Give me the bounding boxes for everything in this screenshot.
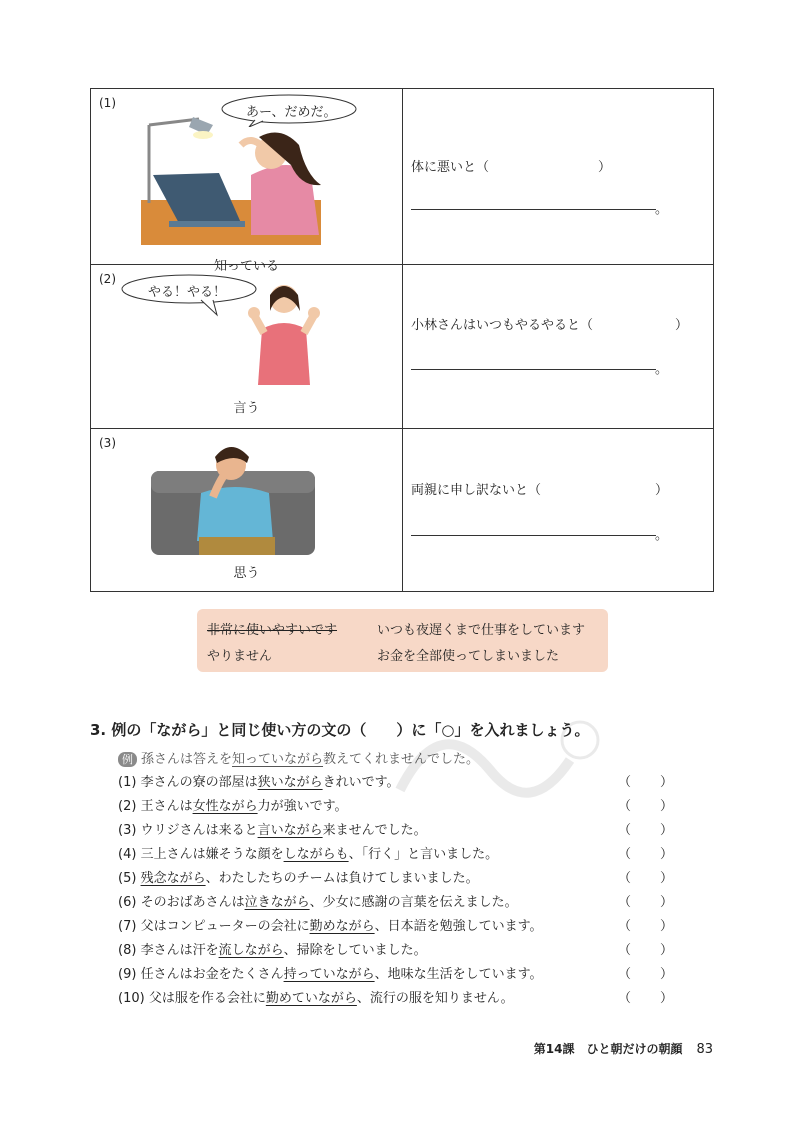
bracket-open: （ [618, 823, 632, 838]
question-item [118, 987, 678, 1007]
question-item [118, 795, 678, 815]
question-underlined: 女性ながら [192, 799, 258, 814]
question-post: 来ませんでした。 [322, 823, 427, 838]
example-post: 教えてくれませんでした。 [323, 752, 480, 767]
exercise-picture-cell [91, 89, 403, 274]
exercise-picture-cell [91, 428, 403, 591]
question-pre: 父はコンピューターの会社に [140, 919, 310, 934]
section-title: 3. 例の「ながら」と同じ使い方の文の（ ）に「○」を入れましょう。 [90, 721, 590, 739]
speech-text: あー、だめだ。 [246, 105, 337, 120]
bracket-open: （ [618, 799, 632, 814]
question-pre: 任さんはお金をたくさん [140, 967, 284, 982]
exercise-table [90, 88, 714, 592]
answer-bracket[interactable] [618, 939, 674, 958]
bracket-close: ） [660, 775, 674, 790]
question-underlined: 勤めていながら [265, 991, 357, 1006]
answer-bracket[interactable] [618, 891, 674, 910]
question-pre: ウリジさんは来ると [140, 823, 258, 838]
exercise-picture-cell [91, 265, 403, 428]
verb-caption: 思う [233, 565, 260, 581]
bracket-open: （ [618, 991, 632, 1006]
question-item [118, 891, 678, 911]
bracket-close: ） [660, 895, 674, 910]
exercise-number: (3) [99, 435, 116, 450]
answer-bracket[interactable] [618, 795, 674, 814]
bracket-open: （ [618, 943, 632, 958]
answer-bracket[interactable] [618, 915, 674, 934]
bracket-close: ） [660, 943, 674, 958]
bracket-open: （ [618, 919, 632, 934]
question-number: (5) [118, 871, 137, 886]
question-pre: 三上さんは嫌そうな顔を [140, 847, 284, 862]
period: 。 [655, 362, 669, 378]
question-pre: 王さんは [140, 799, 193, 814]
remorseful-man-illustration [151, 437, 315, 555]
question-item [118, 867, 678, 887]
bracket-open: （ [618, 871, 632, 886]
question-number: (2) [118, 799, 137, 814]
bracket-close: ） [660, 799, 674, 814]
prompt-suffix: ） [675, 318, 689, 334]
answer-bracket[interactable] [618, 963, 674, 982]
question-underlined: 持っていながら [283, 967, 375, 982]
period: 。 [655, 202, 669, 217]
exercise-row [91, 428, 714, 591]
answer-bracket[interactable] [618, 819, 674, 838]
question-item [118, 939, 678, 959]
bracket-close: ） [660, 967, 674, 982]
question-underlined: 残念ながら [140, 871, 206, 886]
question-number: (1) [118, 775, 137, 790]
verb-caption: 言う [233, 401, 260, 417]
word-choice: お金を全部使ってしまいました [377, 649, 560, 664]
question-post: 、わたしたちのチームは負けてしまいました。 [205, 871, 479, 886]
example-badge: 例 [118, 752, 137, 767]
prompt-suffix: ） [598, 160, 612, 175]
question-number: (9) [118, 967, 137, 982]
bracket-open: （ [618, 775, 632, 790]
answer-bracket[interactable] [618, 987, 674, 1006]
bracket-close: ） [660, 919, 674, 934]
bracket-close: ） [660, 847, 674, 862]
question-underlined: 流しながら [218, 943, 284, 958]
question-post: 、地味な生活をしています。 [374, 967, 543, 982]
word-choice-box [197, 609, 608, 672]
exercise-row [91, 89, 714, 265]
question-number: (10) [118, 991, 145, 1006]
page-footer [534, 1040, 713, 1057]
exercise-number: (2) [99, 272, 116, 287]
question-underlined: 狭いながら [257, 775, 323, 790]
answer-bracket[interactable] [618, 843, 674, 862]
question-post: 、日本語を勉強しています。 [374, 919, 543, 934]
page-number: 83 [696, 1042, 713, 1057]
question-number: (7) [118, 919, 137, 934]
question-underlined: 言いながら [257, 823, 323, 838]
question-item [118, 915, 678, 935]
question-number: (4) [118, 847, 137, 862]
answer-line[interactable] [411, 369, 656, 370]
exercise-number: (1) [99, 96, 116, 110]
bracket-close: ） [660, 991, 674, 1006]
question-post: きれいです。 [322, 775, 400, 790]
answer-bracket[interactable] [618, 771, 674, 790]
bracket-open: （ [618, 967, 632, 982]
answer-bracket[interactable] [618, 867, 674, 886]
question-item [118, 963, 678, 983]
question-underlined: 泣きながら [244, 895, 310, 910]
exercise-answer-cell [403, 265, 714, 428]
exercise-answer-cell [403, 428, 714, 591]
exercise-row [91, 265, 714, 428]
question-post: 、少女に感謝の言葉を伝えました。 [309, 895, 518, 910]
question-item [118, 843, 678, 863]
question-post: 、「行く」と言いました。 [348, 847, 499, 862]
question-pre: 李さんは汗を [140, 943, 219, 958]
lesson-title: 第14課 ひと朝だけの朝顔 [533, 1042, 683, 1056]
question-number: (6) [118, 895, 137, 910]
period: 。 [655, 527, 669, 543]
example-sentence [118, 748, 479, 767]
prompt-prefix: 体に悪いと（ [411, 160, 490, 175]
bracket-open: （ [618, 847, 632, 862]
question-post: 、流行の服を知りません。 [356, 991, 514, 1006]
verb-caption: 知っている [213, 259, 279, 274]
question-item [118, 819, 678, 839]
prompt-prefix: 小林さんはいつもやるやると（ [411, 318, 594, 334]
prompt-suffix: ） [655, 482, 669, 498]
question-number: (8) [118, 943, 137, 958]
speech-text: やる！やる！ [148, 285, 227, 301]
exercise-answer-cell [403, 89, 714, 265]
prompt-prefix: 両親に申し訳ないと（ [411, 482, 542, 498]
answer-line[interactable] [411, 209, 656, 210]
answer-line[interactable] [411, 535, 656, 536]
question-post: 力が強いです。 [257, 799, 348, 814]
word-choice-used: 非常に使いやすいです [207, 623, 338, 638]
word-choice: いつも夜遅くまで仕事をしています [377, 623, 586, 638]
bracket-open: （ [618, 895, 632, 910]
example-underlined: 知っていながら [232, 752, 324, 767]
question-pre: 李さんの寮の部屋は [140, 775, 258, 790]
bracket-close: ） [660, 871, 674, 886]
question-underlined: 勤めながら [309, 919, 375, 934]
example-pre: 孫さんは答えを [141, 752, 233, 767]
question-pre: 父は服を作る会社に [148, 991, 266, 1006]
bracket-close: ） [660, 823, 674, 838]
question-post: 、掃除をしていました。 [283, 943, 427, 958]
question-item [118, 771, 678, 791]
word-choice: やりません [207, 649, 273, 664]
question-underlined: しながらも [283, 847, 349, 862]
question-pre: そのおばあさんは [140, 895, 245, 910]
question-number: (3) [118, 823, 137, 838]
